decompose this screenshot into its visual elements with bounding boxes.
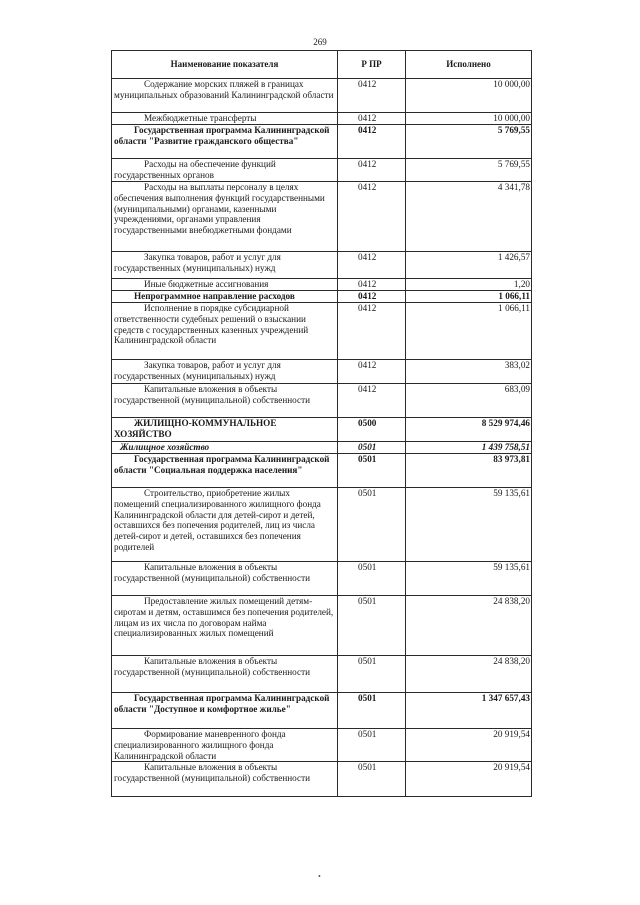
row-name-cell: Иные бюджетные ассигнования xyxy=(112,279,338,291)
row-code-cell: 0501 xyxy=(338,442,406,454)
row-amount-cell: 10 000,00 xyxy=(406,79,532,113)
table-row xyxy=(112,418,532,442)
row-name-cell: Расходы на обеспечение функций государственных органов xyxy=(112,159,338,182)
row-code-cell: 0501 xyxy=(338,656,406,693)
row-amount-cell: 20 919,54 xyxy=(406,729,532,762)
row-amount-cell: 1 439 758,51 xyxy=(406,442,532,454)
row-code-cell: 0501 xyxy=(338,693,406,729)
row-name-cell: Государственная программа Калининградской области "Развитие гражданского общества" xyxy=(112,125,338,159)
row-code-cell: 0412 xyxy=(338,384,406,418)
row-name-cell: Капитальные вложения в объекты государственной (муниципальной) собственности xyxy=(112,562,338,596)
row-code-cell: 0412 xyxy=(338,360,406,384)
table-row xyxy=(112,252,532,279)
row-name-cell: ЖИЛИЩНО-КОММУНАЛЬНОЕ ХОЗЯЙСТВО xyxy=(112,418,338,442)
table-row xyxy=(112,79,532,113)
row-name-cell: Расходы на выплаты персоналу в целях обеспечения выполнения функций государственными (муниципальными) органами, казенными учреждениями, органами управления государственными внебюджетными фондами xyxy=(112,182,338,252)
row-name-cell: Содержание морских пляжей в границах муниципальных образований Калининградской области xyxy=(112,79,338,113)
row-amount-cell: 59 135,61 xyxy=(406,488,532,562)
table-row xyxy=(112,442,532,454)
row-amount-cell: 1 066,11 xyxy=(406,291,532,303)
row-name-cell: Государственная программа Калининградской области "Социальная поддержка населения" xyxy=(112,454,338,488)
row-code-cell: 0412 xyxy=(338,252,406,279)
table-row xyxy=(112,454,532,488)
row-code-cell: 0412 xyxy=(338,182,406,252)
header-code: Р ПР xyxy=(338,51,406,79)
table-header-row xyxy=(112,51,532,79)
table-row xyxy=(112,656,532,693)
row-code-cell: 0412 xyxy=(338,79,406,113)
table-row xyxy=(112,113,532,125)
row-name-cell: Закупка товаров, работ и услуг для государственных (муниципальных) нужд xyxy=(112,252,338,279)
row-code-cell: 0412 xyxy=(338,113,406,125)
table-row xyxy=(112,125,532,159)
table-row xyxy=(112,279,532,291)
row-amount-cell: 1 426,57 xyxy=(406,252,532,279)
row-amount-cell: 383,02 xyxy=(406,360,532,384)
budget-execution-table xyxy=(111,50,532,797)
table-row xyxy=(112,729,532,762)
row-code-cell: 0412 xyxy=(338,303,406,360)
row-name-cell: Капитальные вложения в объекты государственной (муниципальной) собственности xyxy=(112,384,338,418)
row-amount-cell: 8 529 974,46 xyxy=(406,418,532,442)
row-amount-cell: 20 919,54 xyxy=(406,762,532,797)
row-amount-cell: 59 135,61 xyxy=(406,562,532,596)
row-code-cell: 0501 xyxy=(338,729,406,762)
row-name-cell: Непрограммное направление расходов xyxy=(112,291,338,303)
table-row xyxy=(112,693,532,729)
table-row xyxy=(112,596,532,656)
row-amount-cell: 4 341,78 xyxy=(406,182,532,252)
row-name-cell: Формирование маневренного фонда специализированного жилищного фонда Калининградской области xyxy=(112,729,338,762)
table-row xyxy=(112,159,532,182)
row-name-cell: Капитальные вложения в объекты государственной (муниципальной) собственности xyxy=(112,656,338,693)
table-row xyxy=(112,291,532,303)
row-name-cell: Капитальные вложения в объекты государственной (муниципальной) собственности xyxy=(112,762,338,797)
row-amount-cell: 1 066,11 xyxy=(406,303,532,360)
row-amount-cell: 1 347 657,43 xyxy=(406,693,532,729)
row-code-cell: 0412 xyxy=(338,279,406,291)
header-name: Наименование показателя xyxy=(112,51,338,79)
row-amount-cell: 83 973,81 xyxy=(406,454,532,488)
table-row xyxy=(112,303,532,360)
table-row xyxy=(112,384,532,418)
row-amount-cell: 10 000,00 xyxy=(406,113,532,125)
row-code-cell: 0412 xyxy=(338,291,406,303)
row-amount-cell: 24 838,20 xyxy=(406,656,532,693)
row-name-cell: Государственная программа Калининградской области "Доступное и комфортное жилье" xyxy=(112,693,338,729)
row-amount-cell: 1,20 xyxy=(406,279,532,291)
footer-mark: • xyxy=(318,872,321,881)
table-row xyxy=(112,762,532,797)
table-row xyxy=(112,360,532,384)
row-amount-cell: 24 838,20 xyxy=(406,596,532,656)
table-row xyxy=(112,488,532,562)
row-code-cell: 0501 xyxy=(338,562,406,596)
page-number: 269 xyxy=(313,37,327,47)
row-code-cell: 0412 xyxy=(338,159,406,182)
row-code-cell: 0501 xyxy=(338,762,406,797)
row-amount-cell: 5 769,55 xyxy=(406,159,532,182)
row-name-cell: Исполнение в порядке субсидиарной ответственности судебных решений о взыскании средств с государственных казенных учреждений Калининградской области xyxy=(112,303,338,360)
row-name-cell: Строительство, приобретение жилых помещений специализированного жилищного фонда Калининградской области для детей-сирот и детей, оставшихся без попечения родителей, лиц из числа детей-сирот и детей, оставшихся без попечения родителей xyxy=(112,488,338,562)
table-body xyxy=(112,79,532,797)
table-row xyxy=(112,182,532,252)
row-name-cell: Жилищное хозяйство xyxy=(112,442,338,454)
row-code-cell: 0501 xyxy=(338,454,406,488)
row-name-cell: Межбюджетные трансферты xyxy=(112,113,338,125)
row-code-cell: 0412 xyxy=(338,125,406,159)
row-amount-cell: 683,09 xyxy=(406,384,532,418)
row-code-cell: 0501 xyxy=(338,488,406,562)
row-name-cell: Предоставление жилых помещений детям-сиротам и детям, оставшимся без попечения родителей, лицам из их числа по договорам найма специализированных жилых помещений xyxy=(112,596,338,656)
row-code-cell: 0501 xyxy=(338,596,406,656)
row-name-cell: Закупка товаров, работ и услуг для государственных (муниципальных) нужд xyxy=(112,360,338,384)
header-amount: Исполнено xyxy=(406,51,532,79)
row-amount-cell: 5 769,55 xyxy=(406,125,532,159)
row-code-cell: 0500 xyxy=(338,418,406,442)
table-row xyxy=(112,562,532,596)
